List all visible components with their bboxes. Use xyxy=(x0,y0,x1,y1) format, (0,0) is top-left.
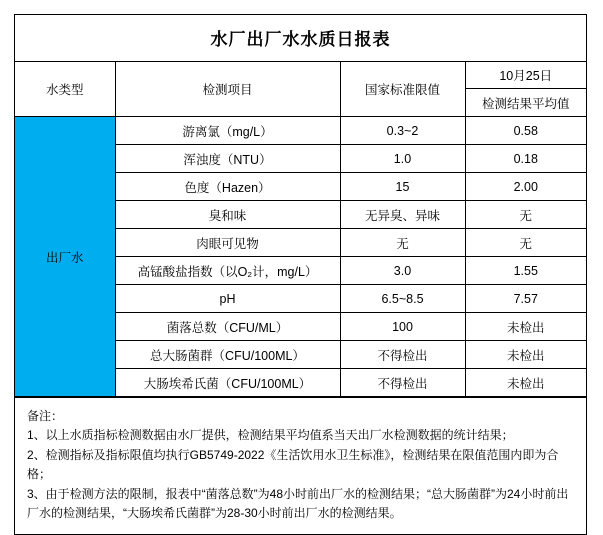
cell-result: 无 xyxy=(465,201,586,229)
cell-standard: 15 xyxy=(340,173,465,201)
cell-result: 0.18 xyxy=(465,145,586,173)
cell-result: 未检出 xyxy=(465,341,586,369)
cell-result: 无 xyxy=(465,229,586,257)
cell-test-item: 总大肠菌群（CFU/100ML） xyxy=(115,341,340,369)
cell-result: 1.55 xyxy=(465,257,586,285)
cell-test-item: pH xyxy=(115,285,340,313)
cell-standard: 0.3~2 xyxy=(340,117,465,145)
cell-result: 2.00 xyxy=(465,173,586,201)
cell-standard: 6.5~8.5 xyxy=(340,285,465,313)
cell-test-item: 臭和味 xyxy=(115,201,340,229)
header-date: 10月25日 xyxy=(465,62,586,89)
note-line-3: 3、由于检测方法的限制，报表中“菌落总数”为48小时前出厂水的检测结果；“总大肠菌群”为24小时前出厂水的检测结果，“大肠埃希氏菌群”为28-30小时前出厂水的检测结果。 xyxy=(27,486,569,521)
header-water-type: 水类型 xyxy=(15,62,115,117)
report-notes xyxy=(15,397,586,534)
cell-standard: 不得检出 xyxy=(340,341,465,369)
cell-water-type: 出厂水 xyxy=(15,117,115,397)
cell-result: 未检出 xyxy=(465,369,586,397)
cell-test-item: 菌落总数（CFU/ML） xyxy=(115,313,340,341)
table-row xyxy=(15,117,586,145)
header-test-item: 检测项目 xyxy=(115,62,340,117)
cell-test-item: 大肠埃希氏菌（CFU/100ML） xyxy=(115,369,340,397)
cell-test-item: 色度（Hazen） xyxy=(115,173,340,201)
note-line-1: 1、以上水质指标检测数据由水厂提供，检测结果平均值系当天出厂水检测数据的统计结果； xyxy=(27,428,514,443)
cell-standard: 100 xyxy=(340,313,465,341)
report-table xyxy=(15,62,586,397)
cell-test-item: 高锰酸盐指数（以O₂计，mg/L） xyxy=(115,257,340,285)
cell-result: 7.57 xyxy=(465,285,586,313)
cell-result: 未检出 xyxy=(465,313,586,341)
header-national-standard: 国家标准限值 xyxy=(340,62,465,117)
cell-standard: 1.0 xyxy=(340,145,465,173)
header-result-average: 检测结果平均值 xyxy=(465,89,586,117)
cell-standard: 无 xyxy=(340,229,465,257)
cell-test-item: 肉眼可见物 xyxy=(115,229,340,257)
cell-standard: 3.0 xyxy=(340,257,465,285)
cell-test-item: 游离氯（mg/L） xyxy=(115,117,340,145)
note-line-0: 备注： xyxy=(27,409,64,423)
table-header-row xyxy=(15,62,586,89)
cell-test-item: 浑浊度（NTU） xyxy=(115,145,340,173)
water-quality-report xyxy=(14,14,587,535)
note-line-2: 2、检测指标及指标限值均执行GB5749-2022《生活饮用水卫生标准》，检测结果在限值范围内即为合格； xyxy=(27,447,559,482)
cell-standard: 无异臭、异味 xyxy=(340,201,465,229)
report-title: 水厂出厂水水质日报表 xyxy=(15,15,586,62)
cell-result: 0.58 xyxy=(465,117,586,145)
cell-standard: 不得检出 xyxy=(340,369,465,397)
